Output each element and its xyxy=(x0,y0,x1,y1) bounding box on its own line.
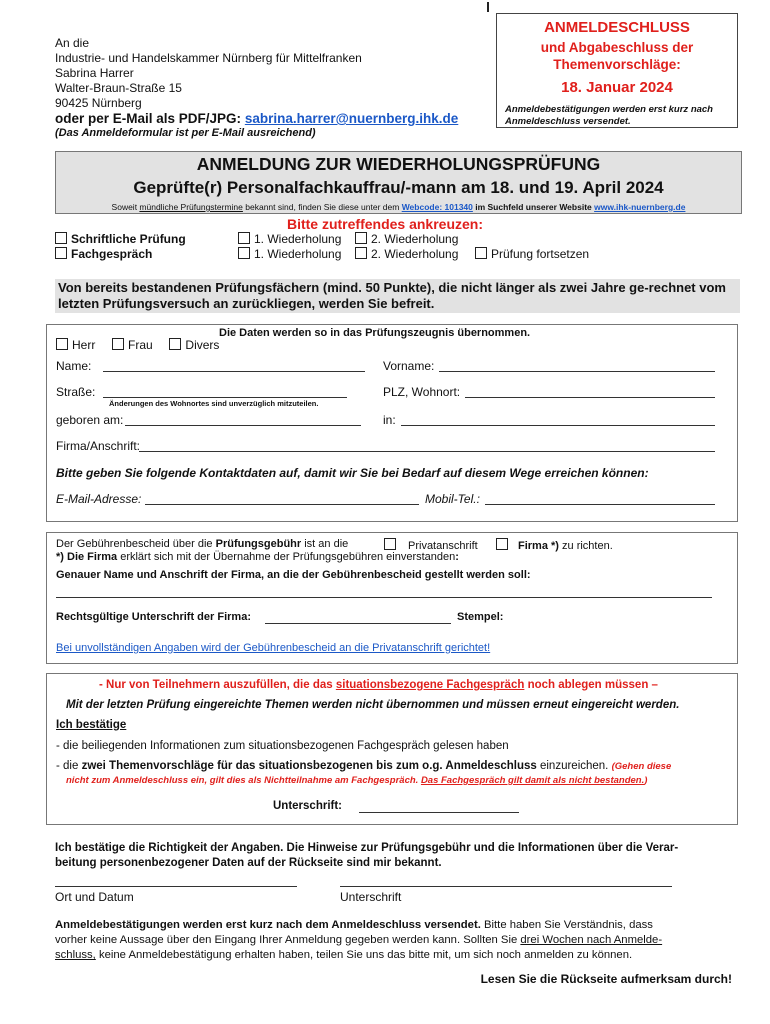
footer-text: Bitte haben Sie Verständnis, dass xyxy=(480,919,653,931)
street-input[interactable] xyxy=(103,387,347,398)
fee-text-bold: Prüfungsgebühr xyxy=(215,538,302,550)
zip-input[interactable] xyxy=(465,387,715,398)
oral-dates-text: mündliche Prüfungstermine xyxy=(139,202,243,212)
deadline-subtitle-1: und Abgabeschluss der xyxy=(540,40,694,55)
option-continue xyxy=(475,247,589,261)
options-grid xyxy=(55,232,755,268)
firm-label: Firma *) xyxy=(518,540,559,552)
deadline-note: Anmeldebestätigungen werden erst kurz nach Anmeldeschluss versendet. xyxy=(505,104,713,127)
fg-item-2-continued xyxy=(66,775,647,786)
street-row xyxy=(56,385,95,399)
fg-signature-input[interactable] xyxy=(359,802,519,813)
frau-label: Frau xyxy=(128,338,153,352)
fg-item2-red: ) xyxy=(644,775,648,786)
margin-mark xyxy=(487,2,489,12)
mobile-input[interactable] xyxy=(485,494,715,505)
place-date-input[interactable] xyxy=(55,876,297,887)
email-note: (Das Anmeldeformular ist per E-Mail ausreichend) xyxy=(55,127,316,139)
company-input[interactable] xyxy=(139,441,715,452)
place-date-label: Ort und Datum xyxy=(55,890,134,904)
company-row xyxy=(56,439,140,453)
continue-checkbox[interactable] xyxy=(475,247,487,259)
oral-label: Fachgespräch xyxy=(71,247,153,261)
fee-text: zu richten. xyxy=(558,540,613,552)
fee-company-input[interactable] xyxy=(56,587,712,598)
exemption-notice: Von bereits bestandenen Prüfungsfächern (mind. 50 Punkte), die nicht länger als zwei Jahre ge-rechnet vom letzten Prüfungsversuch an zurückliegen, werden Sie befreit. xyxy=(55,279,740,313)
continue-label: Prüfung fortsetzen xyxy=(491,247,590,261)
confirmation-line-2: beitung personenbezogener Daten auf der Rückseite sind mir bekannt. xyxy=(55,857,442,869)
company-label: Firma/Anschrift: xyxy=(56,439,141,453)
exam-date-info xyxy=(56,202,741,212)
footer-text: vorher keine Aussage über den Eingang Ihrer Anmeldung gegeben werden kann. Sollten Sie xyxy=(55,934,521,946)
title-box xyxy=(55,151,742,214)
footnote-colon: : xyxy=(455,551,459,563)
fg-item2-bold: zwei Themenvorschläge für das situationsbezogenen bis zum o.g. Anmeldeschluss xyxy=(81,760,537,772)
fee-text: Der Gebührenbescheid über die xyxy=(56,538,216,550)
oral-rep2-checkbox[interactable] xyxy=(355,247,367,259)
fg-confirm: Ich bestätige xyxy=(56,719,127,731)
fg-item2-text: - die xyxy=(56,760,82,772)
signature-label: Unterschrift xyxy=(340,890,402,904)
born-in-label: in: xyxy=(383,413,396,427)
firm-checkbox[interactable] xyxy=(496,538,508,550)
fg-item-2 xyxy=(56,760,671,772)
oral-checkbox[interactable] xyxy=(55,247,67,259)
herr-checkbox[interactable] xyxy=(56,338,68,350)
footer-notice xyxy=(55,918,745,963)
option-oral-rep1 xyxy=(238,247,341,261)
mobile-row xyxy=(425,492,480,506)
name-row xyxy=(56,359,91,373)
firstname-input[interactable] xyxy=(439,361,715,372)
fg-title-text: noch ablegen müssen – xyxy=(524,679,658,691)
rep2-label: 2. Wiederholung xyxy=(371,232,459,246)
fg-title-underlined: situationsbezogene Fachgespräch xyxy=(335,679,525,691)
written-rep1-checkbox[interactable] xyxy=(238,232,250,244)
fee-exact-name-label: Genauer Name und Anschrift der Firma, an die der Gebührenbescheid gestellt werden soll: xyxy=(56,569,531,581)
footer-text: keine Anmeldebestätigung erhalten haben, teilen Sie uns das bitte mit, um sich noch anmelden zu können. xyxy=(95,949,633,961)
deadline-subtitle xyxy=(497,39,737,73)
fee-footnote xyxy=(56,551,459,563)
option-written xyxy=(55,232,186,246)
footer-underlined: schluss, xyxy=(55,949,96,961)
certificate-note: Die Daten werden so in das Prüfungszeugnis übernommen. xyxy=(219,327,531,339)
fg-item2-text: einzureichen. xyxy=(536,760,612,772)
info-text: im Suchfeld unserer Website xyxy=(472,202,595,212)
divers-label: Divers xyxy=(185,338,220,352)
footer-line-1 xyxy=(55,918,745,933)
street-label: Straße: xyxy=(56,385,96,399)
private-label: Privatanschrift xyxy=(408,540,478,552)
name-input[interactable] xyxy=(103,361,365,372)
footer-bold: Anmeldebestätigungen werden erst kurz nach dem Anmeldeschluss versendet. xyxy=(55,919,481,931)
deadline-subtitle-2: Themenvorschläge: xyxy=(553,57,681,72)
address-line: An die xyxy=(55,36,90,50)
fg-item2-red: (Gehen diese xyxy=(611,761,672,772)
deadline-title: ANMELDESCHLUSS xyxy=(544,19,690,36)
info-text: Soweit xyxy=(111,202,140,212)
oral-rep1-checkbox[interactable] xyxy=(238,247,250,259)
born-row xyxy=(56,413,123,427)
address-change-note: Änderungen des Wohnortes sind unverzüglich mitzuteilen. xyxy=(109,399,319,408)
fee-text: ist an die xyxy=(301,538,349,550)
contact-note: Bitte geben Sie folgende Kontaktdaten auf, damit wir Sie bei Bedarf auf diesem Wege erreichen können: xyxy=(56,466,649,480)
salutation-row xyxy=(56,338,219,352)
oral-exam-box xyxy=(46,673,738,825)
rep1-label: 1. Wiederholung xyxy=(254,232,342,246)
option-written-rep2 xyxy=(355,232,458,246)
stamp-label: Stempel: xyxy=(457,611,504,623)
footer-line-2 xyxy=(55,933,745,948)
deadline-date: 18. Januar 2024 xyxy=(561,79,673,96)
divers-checkbox[interactable] xyxy=(169,338,181,350)
fg-title-text: - Nur von Teilnehmern auszufüllen, die das xyxy=(99,679,336,691)
confirmation-text xyxy=(55,841,745,871)
email-input[interactable] xyxy=(145,494,419,505)
address-line: Walter-Braun-Straße 15 xyxy=(55,81,182,95)
firstname-row xyxy=(383,359,434,373)
born-in-row xyxy=(383,413,396,427)
firm-signature-input[interactable] xyxy=(265,613,451,624)
written-checkbox[interactable] xyxy=(55,232,67,244)
website-link[interactable]: www.ihk-nuernberg.de xyxy=(594,202,686,212)
fg-item2-red: nicht zum Anmeldeschluss ein, gilt dies als Nichtteilnahme am Fachgespräch. xyxy=(66,775,421,786)
written-rep2-checkbox[interactable] xyxy=(355,232,367,244)
firm-signature-label: Rechtsgültige Unterschrift der Firma: xyxy=(56,611,251,623)
footer-underlined: drei Wochen nach Anmelde- xyxy=(520,934,663,946)
rep2-label: 2. Wiederholung xyxy=(371,247,459,261)
email-row xyxy=(56,492,141,506)
rep1-label: 1. Wiederholung xyxy=(254,247,342,261)
email-label: E-Mail-Adresse: xyxy=(56,492,142,506)
footnote-bold: *) Die Firma xyxy=(56,551,118,563)
zip-row xyxy=(383,385,460,399)
fee-firm-option xyxy=(496,538,613,552)
name-label: Name: xyxy=(56,359,92,373)
signature-input[interactable] xyxy=(340,876,672,887)
fg-item-1: - die beiliegenden Informationen zum situationsbezogenen Fachgespräch gelesen haben xyxy=(56,740,509,752)
personal-data-box xyxy=(46,324,738,522)
options-heading: Bitte zutreffendes ankreuzen: xyxy=(286,216,484,232)
page-subtitle: Geprüfte(r) Personalfachkauffrau/-mann am 18. und 19. April 2024 xyxy=(133,178,664,197)
oral-exam-title xyxy=(99,679,658,691)
recipient-address xyxy=(55,36,458,141)
zip-label: PLZ, Wohnort: xyxy=(383,385,461,399)
mobile-label: Mobil-Tel.: xyxy=(425,492,480,506)
frau-checkbox[interactable] xyxy=(112,338,124,350)
fee-warning: Bei unvollständigen Angaben wird der Gebührenbescheid an die Privatanschrift gerichtet! xyxy=(56,642,491,654)
born-label: geboren am: xyxy=(56,413,124,427)
address-line: Industrie- und Handelskammer Nürnberg für Mittelfranken xyxy=(55,51,362,65)
deadline-box xyxy=(496,13,738,128)
firstname-label: Vorname: xyxy=(383,359,435,373)
option-written-rep1 xyxy=(238,232,341,246)
fee-recipient-line xyxy=(56,538,348,550)
read-back-notice: Lesen Sie die Rückseite aufmerksam durch! xyxy=(480,972,732,986)
address-line: 90425 Nürnberg xyxy=(55,96,142,110)
confirmation-line-1: Ich bestätige die Richtigkeit der Angaben. Die Hinweise zur Prüfungsgebühr und die Informationen über die Verar- xyxy=(55,842,679,854)
option-oral xyxy=(55,247,152,261)
born-in-input[interactable] xyxy=(401,415,715,426)
footer-line-3 xyxy=(55,948,745,963)
email-link[interactable]: sabrina.harrer@nuernberg.ihk.de xyxy=(244,111,459,126)
option-oral-rep2 xyxy=(355,247,458,261)
herr-label: Herr xyxy=(72,338,96,352)
email-prefix: oder per E-Mail als PDF/JPG: xyxy=(55,111,245,126)
fg-signature-label: Unterschrift: xyxy=(273,800,343,812)
email-line xyxy=(55,111,458,126)
address-line: Sabrina Harrer xyxy=(55,66,134,80)
fee-private-option xyxy=(384,538,478,552)
born-input[interactable] xyxy=(125,415,361,426)
fg-note: Mit der letzten Prüfung eingereichte Themen werden nicht übernommen und müssen erneut eingereicht werden. xyxy=(66,699,680,711)
webcode-link[interactable]: Webcode: 101340 xyxy=(401,202,473,212)
info-text: bekannt sind, finden Sie diese unter dem xyxy=(242,202,402,212)
written-label: Schriftliche Prüfung xyxy=(71,232,186,246)
footnote-text: erklärt sich mit der Übernahme der Prüfungsgebühren einverstanden xyxy=(117,551,456,563)
fg-item2-red-underlined: Das Fachgespräch gilt damit als nicht bestanden. xyxy=(420,775,645,786)
page-title: ANMELDUNG ZUR WIEDERHOLUNGSPRÜFUNG xyxy=(196,154,601,174)
private-checkbox[interactable] xyxy=(384,538,396,550)
fee-box xyxy=(46,532,738,664)
